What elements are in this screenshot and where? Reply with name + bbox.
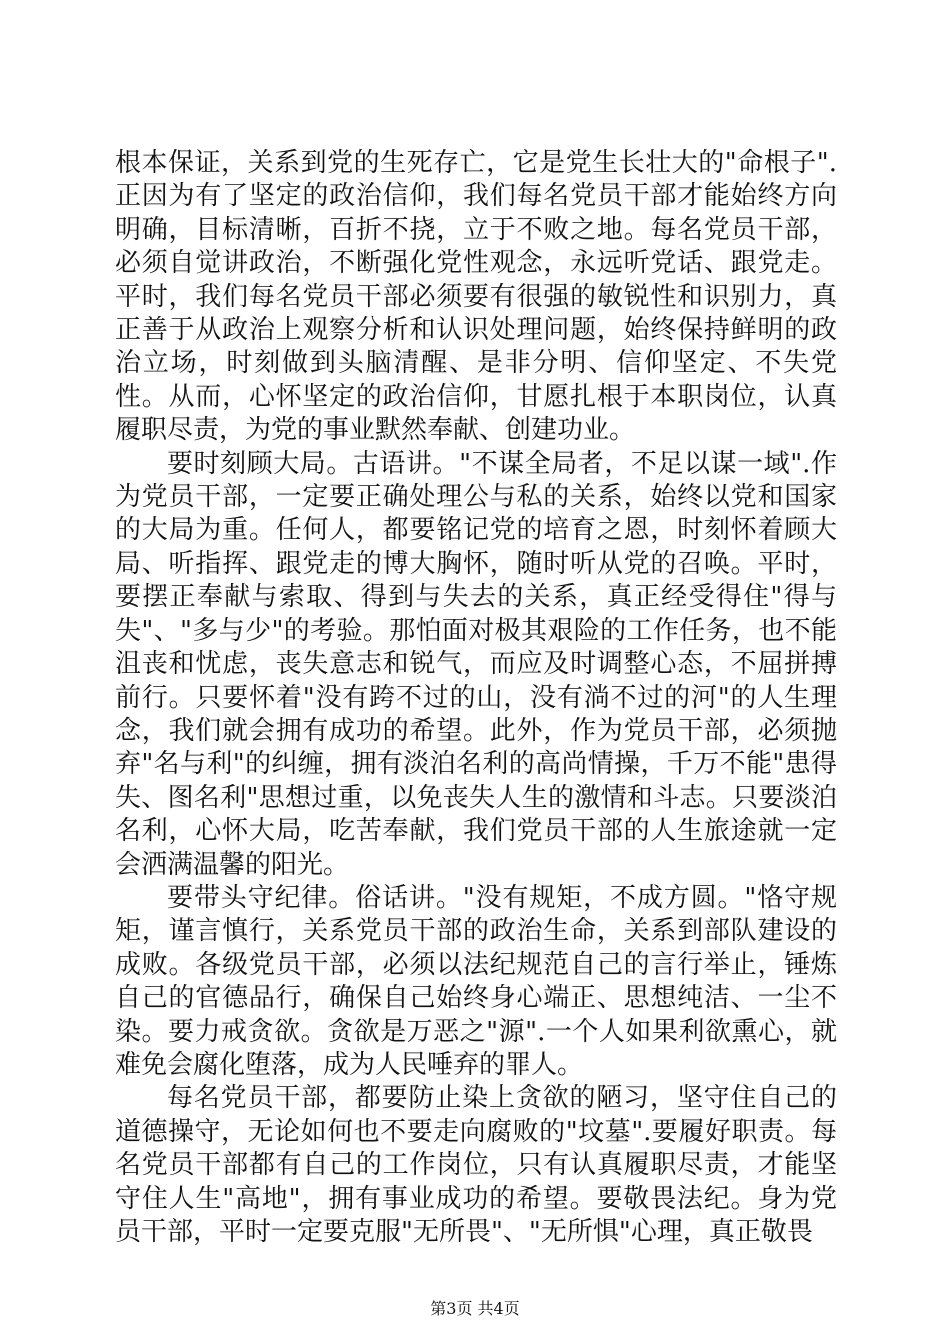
paragraph-4: 每名党员干部，都要防止染上贪欲的陋习，坚守住自己的道德操守，无论如何也不要走向腐败的"坟墓".要履好职责。每名党员干部都有自己的工作岗位，只有认真履职尽责，才能坚守住人生"高地"，拥有事业成功的希望。要敬畏法纪。身为党员干部，平时一定要克服"无所畏"、"无所惧"心理，真正敬畏 (115, 1083, 837, 1247)
paragraph-3: 要带头守纪律。俗话讲。"没有规矩，不成方圆。"恪守规矩，谨言慎行，关系党员干部的政治生命，关系到部队建设的成败。各级党员干部，必须以法纪规范自己的言行举止，锤炼自己的官德品行，确保自己始终身心端正、思想纯洁、一尘不染。要力戒贪欲。贪欲是万恶之"源".一个人如果利欲熏心，就难免会腐化堕落，成为人民唾弃的罪人。 (115, 882, 837, 1080)
paragraph-2: 要时刻顾大局。古语讲。"不谋全局者，不足以谋一域".作为党员干部，一定要正确处理公与私的关系，始终以党和国家的大局为重。任何人，都要铭记党的培育之恩，时刻怀着顾大局、听指挥、跟党走的博大胸怀，随时听从党的召唤。平时，要摆正奉献与索取、得到与失去的关系，真正经受得住"得与失"、"多与少"的考验。那怕面对极其艰险的工作任务，也不能沮丧和忧虑，丧失意志和锐气，而应及时调整心态，不屈拼搏前行。只要怀着"没有跨不过的山，没有淌不过的河"的人生理念，我们就会拥有成功的希望。此外，作为党员干部，必须抛弃"名与利"的纠缠，拥有淡泊名利的高尚情操，千万不能"患得失、图名利"思想过重，以免丧失人生的激情和斗志。只要淡泊名利，心怀大局，吃苦奉献，我们党员干部的人生旅途就一定会洒满温馨的阳光。 (115, 448, 837, 880)
page-footer: 第3页 共4页 (430, 1299, 520, 1318)
document-body (115, 147, 837, 1249)
paragraph-1: 根本保证，关系到党的生死存亡，它是党生长壮大的"命根子".正因为有了坚定的政治信仰，我们每名党员干部才能始终方向明确，目标清晰，百折不挠，立于不败之地。每名党员干部，必须自觉讲政治，不断强化党性观念，永远听党话、跟党走。平时，我们每名党员干部必须要有很强的敏锐性和识别力，真正善于从政治上观察分析和认识处理问题，始终保持鲜明的政治立场，时刻做到头脑清醒、是非分明、信仰坚定、不失党性。从而，心怀坚定的政治信仰，甘愿扎根于本职岗位，认真履职尽责，为党的事业默然奉献、创建功业。 (115, 148, 837, 446)
